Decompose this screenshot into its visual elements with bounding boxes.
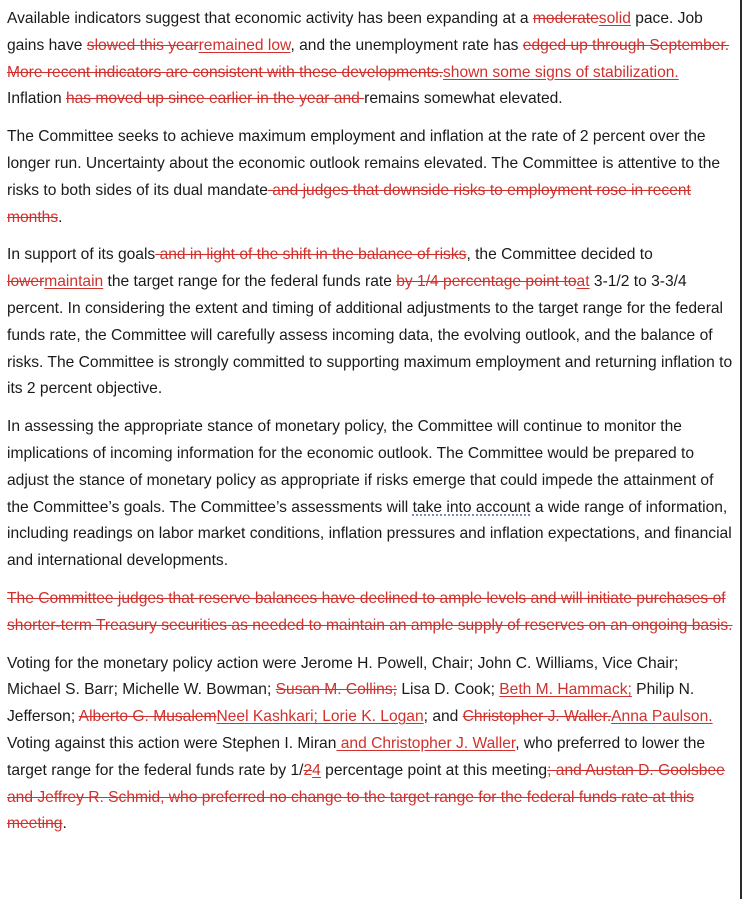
dotted-underline-text: take into account	[412, 498, 531, 516]
text-run: Available indicators suggest that economic activity has been expanding at a	[7, 10, 533, 27]
inserted-text: and Christopher J. Waller	[336, 734, 516, 752]
inserted-text: remained low	[198, 36, 291, 54]
inserted-text: Beth M. Hammack;	[499, 681, 632, 699]
paragraph-reserve-balances-deleted	[7, 586, 734, 640]
deleted-text: edged up through September. More recent indicators are consistent with these developments.	[7, 36, 730, 81]
deleted-text: 2	[303, 761, 313, 779]
text-run: Lisa D. Cook;	[397, 681, 500, 699]
text-run: Philip N. Jefferson;	[7, 681, 695, 726]
deleted-text: Alberto G. Musalem	[78, 708, 217, 726]
inserted-text: at	[576, 273, 590, 291]
text-run: a wide range of information, including readings on labor market conditions, inflation pressures and inflation expectations, and financial and international developments.	[7, 498, 732, 570]
text-run: The Committee seeks to achieve maximum employment and inflation at the rate of 2 percent over the longer run. Uncertainty about the economic outlook remains elevated. The Committee is attentive to the risks to both sides of its dual mandate	[7, 128, 721, 199]
text-run: percentage point at this meeting	[320, 761, 548, 779]
inserted-text: maintain	[44, 273, 104, 291]
inserted-text: Anna Paulson.	[611, 708, 713, 726]
text-run: , and the unemployment rate has	[290, 36, 523, 54]
deleted-text: and in light of the shift in the balance of risks	[155, 246, 467, 264]
inserted-text: shown some signs of stabilization.	[442, 63, 679, 81]
inserted-text: 4	[312, 761, 321, 779]
text-run: In assessing the appropriate stance of monetary policy, the Committee will continue to monitor the implications of incoming information for the economic outlook. The Committee would be prepared to adjust the stance of monetary policy as appropriate if risks emerge that could impede the attainment of the Committee’s goals. The Committee’s assessments will	[7, 418, 714, 516]
text-run: , the Committee decided to	[466, 246, 653, 264]
inserted-text: Neel Kashkari; Lorie K. Logan	[216, 708, 424, 726]
deleted-text: moderate	[532, 10, 599, 27]
paragraph-policy-stance	[7, 414, 734, 575]
redline-document	[7, 6, 734, 849]
text-run: In support of its goals	[7, 246, 156, 264]
text-run: .	[58, 208, 63, 226]
deleted-text: lower	[7, 273, 45, 291]
paragraph-voting	[7, 651, 734, 839]
deleted-text: by 1/4 percentage point to	[396, 273, 577, 291]
deleted-text: and judges that downside risks to employment rose in recent months	[7, 181, 691, 226]
text-run: .	[62, 815, 67, 833]
deleted-text: The Committee judges that reserve balances have declined to ample levels and will initiate purchases of shorter-term Treasury securities as needed to maintain an ample supply of reserves on an ongoing basis.	[7, 589, 733, 634]
text-run: remains somewhat elevated.	[364, 90, 563, 108]
paragraph-committee-goals	[7, 124, 734, 231]
text-run: , who preferred to lower the target range for the federal funds rate by 1/	[7, 734, 706, 779]
text-run: 3-1/2 to 3-3/4 percent. In considering the extent and timing of additional adjustments to the target range for the federal funds rate, the Committee will carefully assess incoming data, the evolving outlook, and the balance of risks. The Committee is strongly committed to supporting maximum employment and returning inflation to its 2 percent objective.	[7, 273, 733, 398]
text-run: the target range for the federal funds rate	[103, 273, 397, 291]
text-run: ; and	[423, 708, 463, 726]
text-run: Voting against this action were Stephen I. Miran	[7, 734, 337, 752]
text-run: pace. Job gains have	[7, 10, 703, 54]
paragraph-economic-activity	[7, 6, 734, 113]
deleted-text: ; and Austan D. Goolsbee and Jeffrey R. Schmid, who preferred no change to the target range for the federal funds rate at this meeting	[7, 761, 725, 833]
deleted-text: Christopher J. Waller.	[462, 708, 612, 726]
text-run: Voting for the monetary policy action were Jerome H. Powell, Chair; John C. Williams, Vice Chair; Michael S. Barr; Michelle W. Bowman;	[7, 654, 679, 699]
text-run: Inflation	[7, 90, 66, 108]
inserted-text: solid	[598, 10, 631, 27]
deleted-text: Susan M. Collins;	[275, 681, 397, 699]
deleted-text: has moved up since earlier in the year and	[65, 90, 365, 108]
paragraph-policy-decision	[7, 242, 734, 403]
deleted-text: slowed this year	[86, 36, 199, 54]
